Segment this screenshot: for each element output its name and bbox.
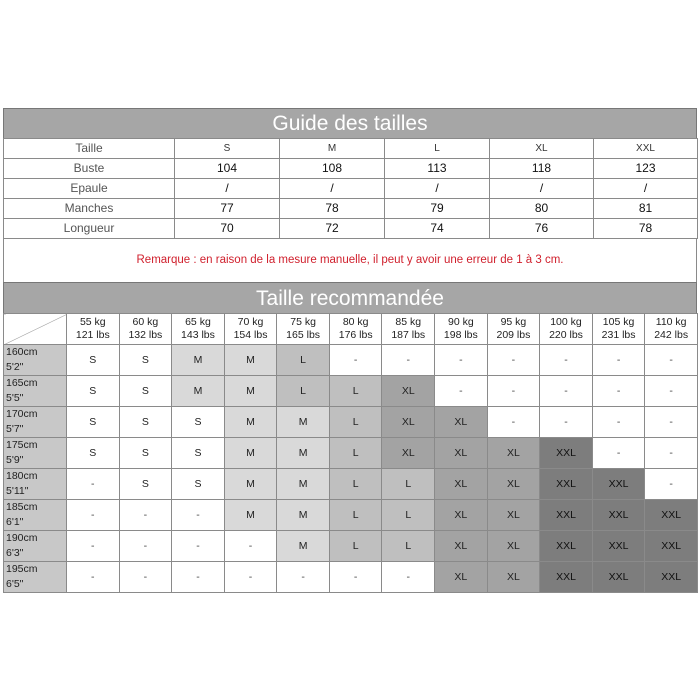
recommended-size-cell: M [277,500,330,531]
recommended-size-cell: L [382,469,435,500]
weight-kg: 65 kg [185,316,211,328]
weight-kg: 55 kg [79,316,106,328]
height-cm: 185cm [6,501,38,513]
recommended-size-cell: XXL [645,500,698,531]
recommended-size-cell: - [592,407,645,438]
measurement-cell: / [280,179,385,199]
measurement-cell: 70 [175,219,280,239]
recommended-size-cell: - [592,438,645,469]
measurement-cell: / [175,179,280,199]
weight-kg: 80 kg [342,316,369,328]
height-cm: 165cm [6,377,38,389]
recommended-size-cell: - [592,376,645,407]
recommended-size-cell: XL [435,469,488,500]
recommended-size-cell: XXL [540,438,593,469]
height-ft: 5'5" [6,392,24,404]
recommended-size-cell: M [224,469,277,500]
weight-kg: 75 kg [290,316,316,328]
recommended-size-cell: M [277,469,330,500]
recommended-size-cell: M [224,500,277,531]
recommended-size-cell: - [487,376,540,407]
recommended-size-cell: - [119,531,172,562]
recommended-size-cell: M [224,438,277,469]
recommended-size-cell: L [329,531,382,562]
recommended-size-cell: XL [487,531,540,562]
recommended-size-cell: - [540,376,593,407]
recommended-size-cell: S [119,376,172,407]
weight-kg: 95 kg [500,316,527,328]
recommended-size-cell: S [67,407,120,438]
recommended-size-cell: M [277,531,330,562]
size-header-cell: XXL [594,139,698,159]
height-row [4,562,698,593]
measurement-cell: / [490,179,594,199]
measurement-cell: 74 [385,219,490,239]
height-header-cell [4,345,67,376]
recommended-size-cell: L [329,469,382,500]
recommended-size-cell: S [172,438,225,469]
recommended-size-cell: - [67,531,120,562]
recommended-size-cell: XL [382,376,435,407]
recommended-size-cell: M [172,376,225,407]
recommended-size-cell: S [172,407,225,438]
measurement-cell: / [385,179,490,199]
recommended-size-cell: - [277,562,330,593]
height-header-cell [4,438,67,469]
weight-lbs: 143 lbs [181,329,215,341]
weight-header-cell [382,314,435,345]
height-cm: 180cm [6,470,38,482]
size-header-cell: L [385,139,490,159]
recommended-size-cell: XL [487,500,540,531]
measurement-cell: 81 [594,199,698,219]
weight-lbs: 220 lbs [549,329,583,341]
guide-row-label: Epaule [4,179,175,199]
recommended-size-cell: XL [487,562,540,593]
height-row [4,376,698,407]
weight-kg: 60 kg [132,316,159,328]
recommended-size-cell: M [172,345,225,376]
height-header-cell [4,376,67,407]
recommended-size-cell: XL [382,407,435,438]
guide-row [4,219,698,239]
height-row [4,531,698,562]
measurement-cell: 79 [385,199,490,219]
weight-kg: 110 kg [655,316,687,328]
guide-row-label: Buste [4,159,175,179]
recommended-size-cell: XXL [645,562,698,593]
guide-row [4,159,698,179]
recommended-size-cell: S [67,345,120,376]
recommended-size-cell: - [645,469,698,500]
weight-lbs: 121 lbs [75,329,110,341]
recommended-size-cell: - [645,407,698,438]
weight-lbs: 242 lbs [654,329,689,341]
weight-header-cell [119,314,172,345]
height-row [4,500,698,531]
recommended-size-cell: XXL [592,469,645,500]
weight-lbs: 209 lbs [496,329,531,341]
guide-row [4,179,698,199]
recommended-size-cell: XXL [645,531,698,562]
recommended-size-cell: XL [435,438,488,469]
height-row [4,345,698,376]
recommended-size-cell: XXL [540,531,593,562]
height-ft: 5'11" [6,485,29,497]
height-header-cell [4,562,67,593]
guide-row [4,199,698,219]
recommended-size-cell: S [172,469,225,500]
recommended-size-cell: L [329,407,382,438]
recommended-size-cell: - [540,407,593,438]
height-cm: 175cm [6,439,38,451]
recommended-size-cell: L [329,500,382,531]
height-ft: 5'9" [6,454,24,466]
guide-row-label: Longueur [4,219,175,239]
weight-lbs: 132 lbs [128,329,163,341]
weight-lbs: 176 lbs [338,329,373,341]
recommended-size-cell: - [119,562,172,593]
recommended-size-cell: L [382,500,435,531]
weight-lbs: 231 lbs [601,329,636,341]
height-cm: 195cm [6,563,38,575]
measurement-cell: / [594,179,698,199]
recommended-size-cell: M [224,345,277,376]
weight-lbs: 187 lbs [391,329,426,341]
size-guide-table [3,138,698,239]
measurement-cell: 72 [280,219,385,239]
weight-header-cell [172,314,225,345]
recommended-size-cell: M [224,407,277,438]
recommended-size-cell: S [67,376,120,407]
recommended-size-cell: - [172,531,225,562]
measurement-cell: 108 [280,159,385,179]
weight-header-cell [224,314,277,345]
height-ft: 5'7" [6,423,24,435]
weight-lbs: 198 lbs [443,329,478,341]
weight-header-cell [487,314,540,345]
measurement-cell: 104 [175,159,280,179]
size-chart [3,108,697,593]
recommended-size-cell: M [277,407,330,438]
measurement-cell: 78 [594,219,698,239]
weight-header-cell [435,314,488,345]
weight-header-row [4,314,698,345]
height-row [4,469,698,500]
size-header-cell: M [280,139,385,159]
height-ft: 6'3" [6,547,24,559]
measurement-remark: Remarque : en raison de la mesure manuelle, il peut y avoir une erreur de 1 à 3 cm. [3,239,697,282]
height-row [4,438,698,469]
weight-header-cell [592,314,645,345]
recommended-size-cell: L [277,376,330,407]
measurement-cell: 80 [490,199,594,219]
weight-header-cell [329,314,382,345]
recommended-size-cell: - [224,562,277,593]
recommended-size-cell: L [329,438,382,469]
measurement-cell: 76 [490,219,594,239]
recommended-size-cell: - [329,562,382,593]
recommended-size-cell: - [172,500,225,531]
recommended-size-cell: - [487,345,540,376]
recommended-size-cell: XXL [540,469,593,500]
guide-row-label: Manches [4,199,175,219]
weight-kg: 85 kg [395,316,422,328]
recommended-size-cell: - [382,562,435,593]
height-header-cell [4,407,67,438]
recommended-size-cell: L [329,376,382,407]
recommended-size-cell: - [329,345,382,376]
recommended-size-cell: L [382,531,435,562]
recommended-size-cell: XL [487,469,540,500]
recommended-size-cell: - [435,376,488,407]
weight-lbs: 165 lbs [286,329,321,341]
size-guide-title: Guide des tailles [3,108,697,138]
weight-kg: 105 kg [602,316,635,328]
recommended-size-cell: S [119,469,172,500]
recommended-size-cell: - [382,345,435,376]
weight-lbs: 154 lbs [233,329,268,341]
recommended-size-cell: - [592,345,645,376]
height-cm: 170cm [6,408,38,420]
weight-kg: 100 kg [550,316,582,328]
weight-kg: 70 kg [237,316,264,328]
recommended-size-cell: - [119,500,172,531]
recommended-size-cell: M [224,376,277,407]
recommended-size-cell: - [172,562,225,593]
recommended-size-cell: XL [435,407,488,438]
recommended-size-cell: - [435,345,488,376]
recommended-size-cell: XXL [540,562,593,593]
guide-row-label: Taille [4,139,175,159]
height-ft: 6'1" [6,516,24,528]
height-ft: 6'5" [6,578,24,590]
measurement-cell: 77 [175,199,280,219]
measurement-cell: 78 [280,199,385,219]
recommended-size-cell: S [119,345,172,376]
height-cm: 160cm [6,346,38,358]
recommended-size-table [3,313,698,593]
height-header-cell [4,531,67,562]
guide-row [4,139,698,159]
recommended-size-cell: - [540,345,593,376]
recommended-size-cell: XL [487,438,540,469]
weight-header-cell [645,314,698,345]
recommended-size-cell: - [645,438,698,469]
recommended-size-cell: - [67,469,120,500]
height-ft: 5'2" [6,361,24,373]
recommended-size-cell: XXL [592,500,645,531]
height-header-cell [4,500,67,531]
weight-kg: 90 kg [447,316,474,328]
recommended-size-cell: S [119,407,172,438]
recommended-size-cell: XXL [540,500,593,531]
recommended-size-cell: XL [382,438,435,469]
recommended-size-cell: M [277,438,330,469]
measurement-cell: 118 [490,159,594,179]
recommended-size-cell: - [224,531,277,562]
recommended-size-cell: - [67,500,120,531]
size-header-cell: S [175,139,280,159]
size-header-cell: XL [490,139,594,159]
weight-header-cell [540,314,593,345]
measurement-cell: 113 [385,159,490,179]
recommended-size-cell: - [645,376,698,407]
height-cm: 190cm [6,532,38,544]
recommended-size-cell: XXL [592,562,645,593]
recommended-size-title: Taille recommandée [3,282,697,313]
weight-header-cell [277,314,330,345]
recommended-size-cell: S [119,438,172,469]
recommended-size-cell: XL [435,562,488,593]
weight-header-cell [67,314,120,345]
recommended-size-cell: - [67,562,120,593]
height-row [4,407,698,438]
recommended-size-cell: XL [435,531,488,562]
recommended-size-cell: XXL [592,531,645,562]
recommended-size-cell: L [277,345,330,376]
recommended-size-cell: S [67,438,120,469]
recommended-size-cell: - [487,407,540,438]
corner-cell [4,314,67,345]
recommended-size-cell: XL [435,500,488,531]
recommended-size-cell: - [645,345,698,376]
height-header-cell [4,469,67,500]
measurement-cell: 123 [594,159,698,179]
